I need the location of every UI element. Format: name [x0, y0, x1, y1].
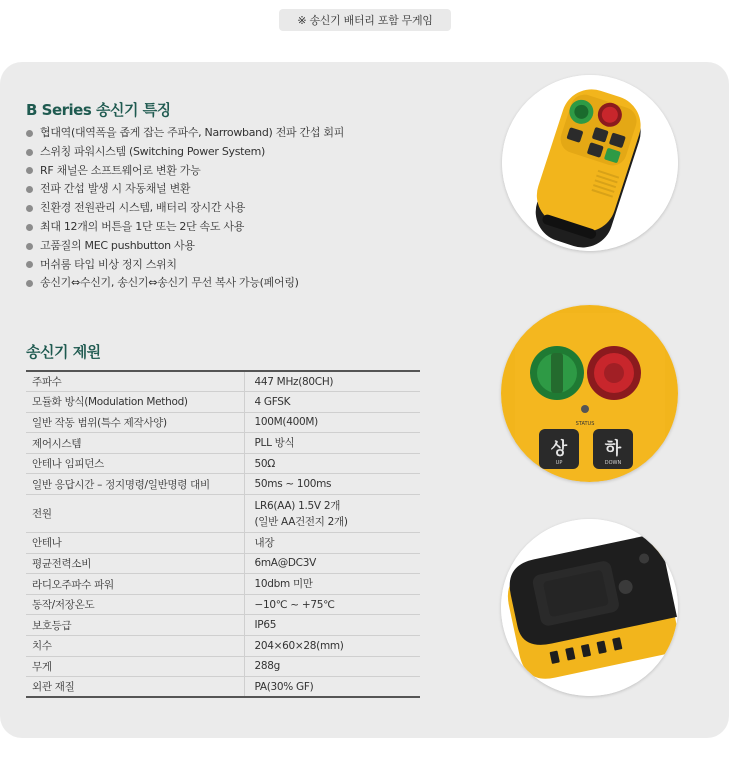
- spec-label: 모듈화 방식(Modulation Method): [26, 392, 244, 413]
- spec-value-line: 50Ω: [254, 457, 275, 470]
- spec-value-line: 100M(400M): [254, 416, 318, 429]
- spec-value: [244, 371, 420, 392]
- spec-label: 동작/저장온도: [26, 594, 244, 615]
- spec-row: [26, 495, 420, 533]
- spec-value-line: 내장: [254, 536, 275, 549]
- bullet-icon: [26, 261, 33, 268]
- spec-value: [244, 677, 420, 698]
- features-title: B Series 송신기 특징: [26, 101, 171, 119]
- bullet-icon: [26, 130, 33, 137]
- spec-label: 주파수: [26, 371, 244, 392]
- spec-value-line: 288g: [254, 660, 281, 673]
- feature-item: [26, 162, 344, 181]
- bullet-icon: [26, 224, 33, 231]
- feature-item: [26, 256, 344, 275]
- spec-value-line: IP65: [254, 619, 277, 632]
- feature-text: 고품질의 MEC pushbutton 사용: [40, 238, 195, 252]
- bullet-icon: [26, 167, 33, 174]
- spec-label: 안테나 임피던스: [26, 453, 244, 474]
- feature-item: [26, 143, 344, 162]
- spec-row: [26, 677, 420, 698]
- battery-note: ※ 송신기 배터리 포함 무게임: [279, 9, 451, 31]
- feature-text: 송신기⇔수신기, 송신기⇔송신기 무선 복사 가능(페어링): [40, 276, 299, 290]
- down-button-sublabel: DOWN: [604, 460, 622, 466]
- status-label: STATUS: [575, 421, 595, 427]
- spec-label: 일반 응답시간 – 정지명령/일반명령 대비: [26, 474, 244, 495]
- feature-item: [26, 274, 344, 293]
- spec-row: [26, 574, 420, 595]
- spec-value-line: 204×60×28(mm): [254, 639, 344, 652]
- spec-value-line: PA(30% GF): [254, 680, 314, 693]
- spec-value-line: 447 MHz(80CH): [254, 375, 334, 388]
- spec-label: 제어시스템: [26, 433, 244, 454]
- bullet-icon: [26, 243, 33, 250]
- spec-row: [26, 594, 420, 615]
- transmitter-photo: [502, 75, 678, 251]
- spec-row: [26, 371, 420, 392]
- spec-row: [26, 656, 420, 677]
- spec-row: [26, 474, 420, 495]
- spec-value-line: LR6(AA) 1.5V 2개: [254, 499, 341, 512]
- specs-title: 송신기 제원: [26, 343, 101, 361]
- spec-row: [26, 615, 420, 636]
- spec-row: [26, 636, 420, 657]
- spec-value: [244, 433, 420, 454]
- spec-row: [26, 453, 420, 474]
- spec-value-line: 50ms ~ 100ms: [254, 478, 332, 491]
- specs-table: [26, 370, 420, 698]
- features-list: [26, 124, 344, 293]
- spec-value-line: PLL 방식: [254, 437, 295, 450]
- spec-value-line: (일반 AA건전지 2개): [254, 515, 348, 528]
- spec-label: 일반 작동 범위(특수 제작사양): [26, 412, 244, 433]
- spec-value: [244, 656, 420, 677]
- feature-text: RF 채널은 소프트웨어로 변환 가능: [40, 163, 201, 177]
- control-face-photo: [501, 305, 678, 482]
- rear-view-photo: [501, 519, 678, 696]
- bullet-icon: [26, 205, 33, 212]
- bullet-icon: [26, 186, 33, 193]
- bullet-icon: [26, 149, 33, 156]
- spec-label: 치수: [26, 636, 244, 657]
- spec-label: 외관 재질: [26, 677, 244, 698]
- up-button-sublabel: UP: [555, 460, 563, 466]
- rear-view-illustration: [501, 519, 678, 696]
- up-button-label: 상: [550, 439, 568, 459]
- spec-value: [244, 392, 420, 413]
- spec-value: [244, 474, 420, 495]
- spec-row: [26, 433, 420, 454]
- spec-value-line: 6mA@DC3V: [254, 557, 316, 570]
- spec-label: 라디오주파수 파워: [26, 574, 244, 595]
- spec-value: [244, 615, 420, 636]
- spec-value: [244, 574, 420, 595]
- spec-value: [244, 636, 420, 657]
- feature-text: 스위칭 파워시스템 (Switching Power System): [40, 144, 266, 158]
- feature-item: [26, 199, 344, 218]
- bullet-icon: [26, 280, 33, 287]
- feature-item: [26, 124, 344, 143]
- spec-row: [26, 533, 420, 554]
- spec-label: 전원: [26, 495, 244, 533]
- spec-row: [26, 392, 420, 413]
- spec-value-line: −10℃ ~ +75℃: [254, 598, 335, 611]
- feature-item: [26, 237, 344, 256]
- spec-value-line: 4 GFSK: [254, 395, 291, 408]
- feature-item: [26, 218, 344, 237]
- spec-label: 평균전력소비: [26, 553, 244, 574]
- spec-label: 보호등급: [26, 615, 244, 636]
- spec-value: [244, 553, 420, 574]
- spec-label: 안테나: [26, 533, 244, 554]
- spec-row: [26, 412, 420, 433]
- feature-text: 협대역(대역폭을 좁게 잡는 주파수, Narrowband) 전파 간섭 회피: [40, 126, 345, 139]
- spec-value: [244, 453, 420, 474]
- spec-value: [244, 594, 420, 615]
- control-face-illustration: [501, 305, 678, 482]
- spec-value: [244, 495, 420, 533]
- down-button-label: 하: [604, 439, 622, 459]
- spec-row: [26, 553, 420, 574]
- spec-label: 무게: [26, 656, 244, 677]
- feature-text: 최대 12개의 버튼을 1단 또는 2단 속도 사용: [40, 219, 245, 233]
- transmitter-illustration: [502, 75, 678, 251]
- spec-value: [244, 533, 420, 554]
- feature-text: 친환경 전원관리 시스템, 배터리 장시간 사용: [40, 201, 246, 215]
- feature-item: [26, 180, 344, 199]
- feature-text: 전파 간섭 발생 시 자동채널 변환: [40, 182, 191, 196]
- feature-text: 머쉬룸 타입 비상 정지 스위치: [40, 257, 177, 271]
- spec-value: [244, 412, 420, 433]
- spec-value-line: 10dbm 미만: [254, 578, 313, 591]
